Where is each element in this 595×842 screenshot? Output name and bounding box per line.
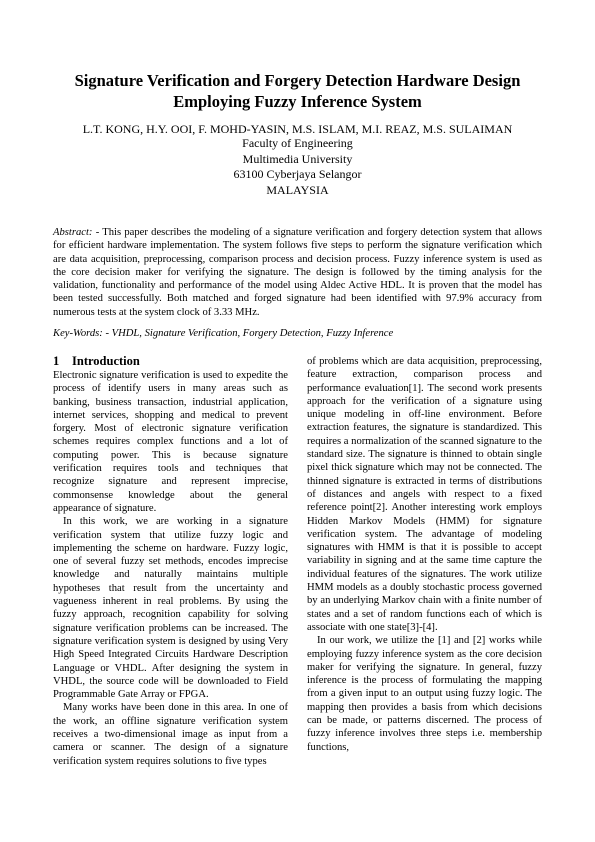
paragraph: In this work, we are working in a signature verification system that utilize fuzzy logic and implementing the scheme on hardware. Fuzzy logic, one of several fuzzy set methods, encodes imprecise knowledge and naturally maintains multiple hypotheses that result from the uncertainty and vagueness inherent in real problems. By using the fuzzy approach, recognition capability for solving signature verification problems can be increased. The signature verification system is designed by using Very High Speed Integrated Circuits Hardware Description Language or VHDL. After designing the system in VHDL, the source code will be downloaded to Field Programmable Gate Array or FPGA. [53,516,288,701]
paragraph: In our work, we utilize the [1] and [2] works while employing fuzzy inference system as the core decision maker for verifying the signature. In general, fuzzy inference is the process of formulating the mapping from a given input to an output using fuzzy logic. The mapping then provides a basis from which decisions can be made, or patterns discerned. The process of fuzzy inference involves three steps i.e. membership functions, [307,635,542,753]
abstract-text: This paper describes the modeling of a signature verification and forgery detection system that allows for efficient hardware implementation. The system follows five steps to perform the signature verification which are data acquisition, preprocessing, comparison process and decision process. Fuzzy inference system is used as the core decision maker for verifying the signature. The design is followed by the timing analysis for the validation, functionality and performance of the model using Aldec Active HDL. It is proven that the model has been tested successfully. Both matched and forged signature had been identified with 97.9% accuracy from numerous tests at the system clock of 3.33 MHz. [53,227,542,318]
paragraph: Many works have been done in this area. In one of the work, an offline signature verification system receives a two-dimensional image as input from a camera or scanner. The design of a signature verification system requires solutions to five types [53,702,288,767]
paragraph: Electronic signature verification is used to expedite the process of identify users in many areas such as banking, business transaction, industrial application, internet services, shopping and medical to prevent forgery. Most of electronic signature verification schemes requires complex functions and a lot of computing power. This is because signature verification requires tools and techniques that recognize signature and represent imprecise, commonsense knowledge about the general appearance of signature. [53,370,288,514]
paper-title [40,70,555,112]
section-number: 1 [53,354,60,368]
paragraph: of problems which are data acquisition, preprocessing, feature extraction, comparison process and performance evaluation[1]. The second work presents approach for the verification of a signature using unique modeling in off-line environment. Before extraction features, the signature is standardized. This requires a normalization of the scanned signature to the standard size. The signature is thinned to obtain single pixel thick signature which may not be connected. The thinned signature is extracted in terms of distributions of distances and angels with respect to a fixed reference point[2]. Another interesting work employs Hidden Markov Models (HMM) for signature verification system. The advantage of modeling signatures with HMM is that it is possible to accept variability in signing and at the same time capture the individual features of the signatures. The work utilize HMM models as a doubly stochastic process governed by an underlying Markov chain with a finite number of states and a set of random functions each of which is associate with one state[3]-[4]. [307,356,542,633]
author-list: L.T. KONG, H.Y. OOI, F. MOHD-YASIN, M.S. ISLAM, M.I. REAZ, M.S. SULAIMAN [82,122,513,136]
abstract-label: Abstract: - [53,227,100,238]
affiliation [100,136,495,198]
right-column [307,355,542,754]
affiliation-line: Faculty of Engineering [242,136,353,150]
affiliation-line: MALAYSIA [266,182,329,197]
affiliation-line: Multimedia University [242,151,353,166]
abstract [53,226,542,319]
title-line-2: Employing Fuzzy Inference System [173,92,422,111]
section-heading [53,354,288,368]
title-line-1: Signature Verification and Forgery Detection Hardware Design [74,71,521,90]
keywords: Key-Words: - VHDL, Signature Verification, Forgery Detection, Fuzzy Inference [53,328,394,339]
left-column [53,354,288,768]
section-title: Introduction [72,354,140,368]
affiliation-line: 63100 Cyberjaya Selangor [233,167,362,181]
